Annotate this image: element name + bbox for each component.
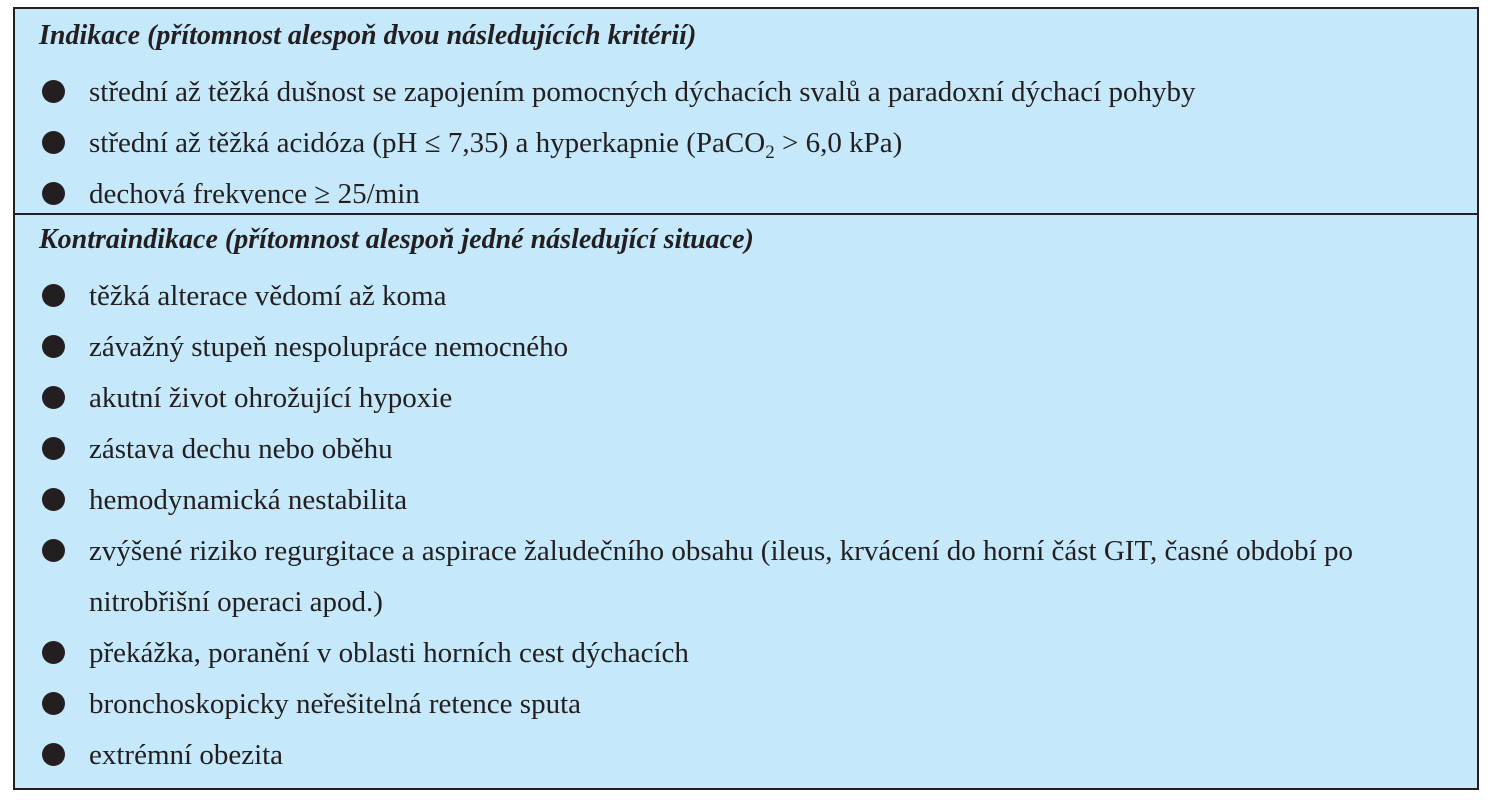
kontraindikace-item-text: extrémní obezita [89,739,284,771]
kontraindikace-item-text: závažný stupeň nespolupráce nemocného [89,331,569,363]
kontraindikace-item-3 [39,373,1453,424]
kontraindikace-item-9 [39,730,1453,781]
bullet-icon [42,80,65,103]
kontraindikace-item-4 [39,424,1453,475]
indikace-item-3 [39,169,1453,220]
kontraindikace-item-8 [39,679,1453,730]
kontraindikace-item-text: zvýšené riziko regurgitace a aspirace žaludečního obsahu (ileus, krvácení do horní část GIT, časné období po nitrobřišní operaci apod.) [89,535,1353,618]
kontraindikace-heading: Kontraindikace (přítomnost alespoň jedné následující situace) [39,224,754,255]
bullet-icon [42,182,65,205]
indikace-item-text: střední až těžká dušnost se zapojením pomocných dýchacích svalů a paradoxní dýchací pohyby [89,76,1196,108]
niv-indications-table [13,7,1479,790]
indikace-item-2 [39,118,1453,169]
kontraindikace-item-1 [39,271,1453,322]
bullet-icon [42,437,65,460]
indikace-section [15,9,1477,215]
kontraindikace-item-5 [39,475,1453,526]
bullet-icon [42,284,65,307]
bullet-icon [42,743,65,766]
kontraindikace-item-text: bronchoskopicky neřešitelná retence sputa [89,688,582,720]
indikace-item-text-part: střední až těžká acidóza (pH ≤ 7,35) a hyperkapnie (PaCO [89,127,766,159]
kontraindikace-item-text: těžká alterace vědomí až koma [89,280,447,312]
indikace-item-1 [39,67,1453,118]
indikace-item-text [89,118,1453,169]
kontraindikace-item-2 [39,322,1453,373]
bullet-icon [42,335,65,358]
bullet-icon [42,488,65,511]
kontraindikace-item-text: akutní život ohrožující hypoxie [89,382,453,414]
kontraindikace-item-6 [39,526,1453,628]
bullet-icon [42,692,65,715]
kontraindikace-item-text: zástava dechu nebo oběhu [89,433,393,465]
indikace-item-text-part: > 6,0 kPa) [774,127,903,159]
kontraindikace-section [15,215,1477,781]
subscript: 2 [765,142,775,163]
indikace-item-text: dechová frekvence ≥ 25/min [89,178,420,210]
kontraindikace-item-text: hemodynamická nestabilita [89,484,408,516]
bullet-icon [42,131,65,154]
bullet-icon [42,539,65,562]
kontraindikace-item-text: překážka, poranění v oblasti horních cest dýchacích [89,637,689,669]
bullet-icon [42,386,65,409]
kontraindikace-item-7 [39,628,1453,679]
indikace-heading: Indikace (přítomnost alespoň dvou následujících kritérií) [39,20,697,51]
bullet-icon [42,641,65,664]
